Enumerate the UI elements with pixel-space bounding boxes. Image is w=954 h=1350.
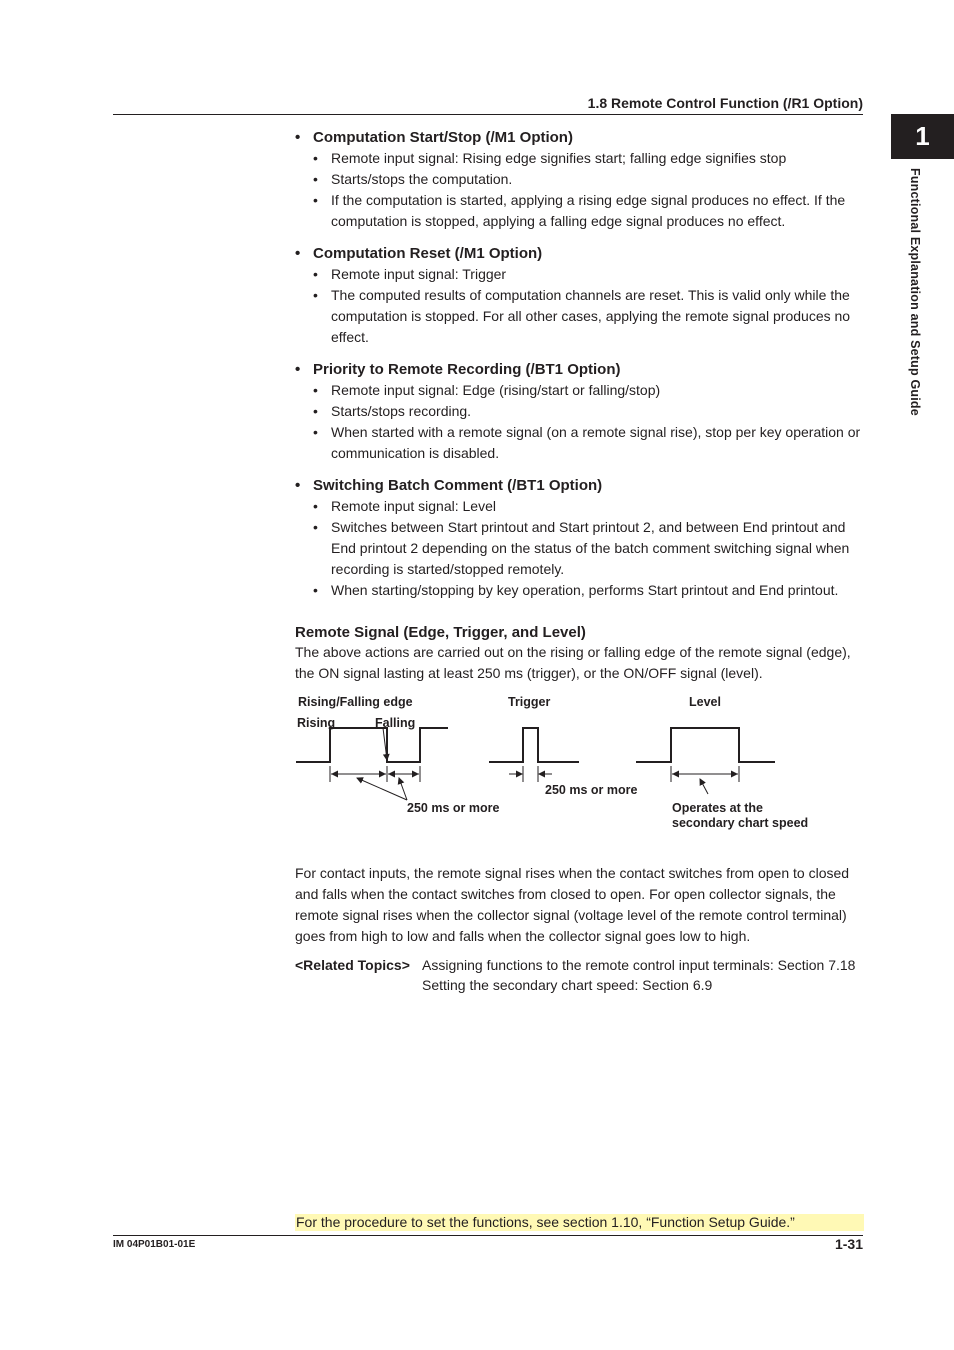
falling-label: Falling [375, 716, 416, 730]
list-item: • Remote input signal: Edge (rising/start or falling/stop) [295, 380, 865, 401]
main-content [295, 128, 865, 995]
list-item: • When started with a remote signal (on a remote signal rise), stop per key operation or communication is disabled. [295, 422, 865, 464]
footer-rule [113, 1235, 863, 1236]
bullet-list [295, 496, 865, 601]
contact-input-paragraph: For contact inputs, the remote signal rises when the contact switches from open to closed and falls when the contact switches from closed to open. For open collector signals, the remote signal rises when the collector signal (voltage level of the remote control terminal) goes from high to low and falls when the collector signal goes low to high. [295, 865, 850, 944]
trigger-waveform [489, 728, 579, 762]
section-title: Computation Start/Stop (/M1 Option) [313, 129, 573, 146]
procedure-note: For the procedure to set the functions, see section 1.10, “Function Setup Guide.” [295, 1214, 864, 1231]
section-computation-start-stop: • Computation Start/Stop (/M1 Option) • Remote input signal: Rising edge signifies start; falling edge signifies stop • Starts/stops the computation. • If the computation is started, applying a rising edge signal produces no effect. If the computation is stopped, applying a falling edge signal produces no effect. [295, 128, 865, 232]
level-waveform [636, 728, 775, 762]
header-rule [113, 114, 863, 115]
chapter-side-label: Functional Explanation and Setup Guide [908, 168, 922, 416]
bullet-list [295, 264, 865, 348]
page-number: 1-31 [834, 1236, 863, 1252]
related-topic-link: Assigning functions to the remote control input terminals: Section 7.18 [422, 957, 856, 973]
section-title: Computation Reset (/M1 Option) [313, 245, 543, 262]
signal-timing-diagram [295, 694, 865, 856]
bullet-list [295, 380, 865, 464]
rising-label: Rising [297, 716, 336, 730]
section-computation-reset: • Computation Reset (/M1 Option) • Remote input signal: Trigger • The computed results of computation channels are reset. This is valid only while the computation is stopped. For all other cases, applying the remote signal produces no effect. [295, 244, 865, 348]
related-topic-link: Setting the secondary chart speed: Section 6.9 [422, 977, 713, 993]
bullet-list [295, 148, 865, 232]
list-item: • Starts/stops recording. [295, 401, 865, 422]
list-item: • The computed results of computation channels are reset. This is valid only while the computation is stopped. For all other cases, applying the remote signal produces no effect. [295, 285, 865, 348]
edge-diagram-title: Rising/Falling edge [298, 695, 413, 709]
trigger-diagram-title: Trigger [508, 695, 551, 709]
level-note-line-2: secondary chart speed [672, 816, 809, 830]
remote-signal-heading: Remote Signal (Edge, Trigger, and Level) [295, 624, 586, 641]
list-item: • If the computation is started, applying a rising edge signal produces no effect. If the computation is stopped, applying a falling edge signal produces no effect. [295, 190, 865, 232]
list-item: • Switches between Start printout and Start printout 2, and between End printout and End printout 2 depending on the status of the batch comment switching signal when recording is started/stopped remotely. [295, 517, 865, 580]
document-code: IM 04P01B01-01E [113, 1239, 196, 1250]
trigger-duration-label: 250 ms or more [545, 783, 638, 797]
edge-waveform [296, 728, 448, 762]
list-item: • When starting/stopping by key operation, performs Start printout and End printout. [295, 580, 865, 601]
list-item: • Starts/stops the computation. [295, 169, 865, 190]
section-priority-remote-recording: • Priority to Remote Recording (/BT1 Option) • Remote input signal: Edge (rising/start or falling/stop) • Starts/stops recording. • When started with a remote signal (on a remote signal rise), stop per key operation or communication is disabled. [295, 360, 865, 464]
remote-signal-intro: The above actions are carried out on the rising or falling edge of the remote signal (edge), the ON signal lasting at least 250 ms (trigger), or the ON/OFF signal (level). [295, 644, 851, 681]
related-topics-label: <Related Topics> [295, 957, 410, 973]
section-switching-batch-comment: • Switching Batch Comment (/BT1 Option) • Remote input signal: Level • Switches between Start printout and Start printout 2, and between End printout and End printout 2 depending on the status of the batch comment switching signal when recording is started/stopped remotely. • When starting/stopping by key operation, performs Start printout and End printout. [295, 476, 865, 601]
section-title: Priority to Remote Recording (/BT1 Option) [313, 361, 621, 378]
related-topics [295, 955, 865, 995]
list-item: • Remote input signal: Level [295, 496, 865, 517]
list-item: • Remote input signal: Rising edge signifies start; falling edge signifies stop [295, 148, 865, 169]
running-header: 1.8 Remote Control Function (/R1 Option) [587, 95, 863, 111]
level-note-line-1: Operates at the [672, 801, 764, 815]
edge-duration-label: 250 ms or more [407, 801, 500, 815]
section-title: Switching Batch Comment (/BT1 Option) [313, 477, 603, 494]
level-diagram-title: Level [689, 695, 721, 709]
chapter-tab: 1 [891, 114, 954, 159]
list-item: • Remote input signal: Trigger [295, 264, 865, 285]
